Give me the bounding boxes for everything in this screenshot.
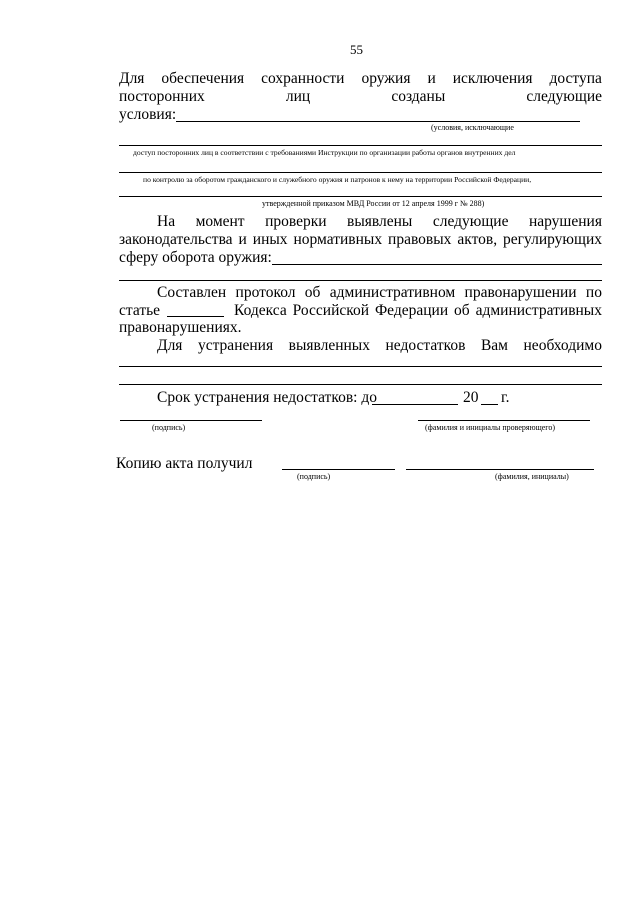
word: Федерации [374, 302, 449, 319]
word: созданы [391, 88, 446, 105]
fill-line [119, 172, 602, 173]
word: об [454, 302, 470, 319]
caption-conditions: (условия, исключающие [431, 123, 514, 132]
fill-line [119, 366, 602, 367]
word: необходимо [523, 337, 602, 354]
word: и [427, 70, 436, 87]
word: актов, [457, 231, 498, 248]
word: правонарушении [464, 284, 577, 301]
word: доступа [549, 70, 602, 87]
violations-fill-line [272, 264, 602, 265]
word: Для [119, 70, 145, 87]
word: лиц [285, 88, 311, 105]
inspector-name-line [418, 420, 590, 421]
weapons-sphere-label: сферу оборота оружия: [119, 249, 272, 266]
word: следующие [526, 88, 602, 105]
year-line [481, 404, 498, 405]
word: нарушения [528, 213, 602, 230]
receiver-signature-line [282, 469, 395, 470]
word: Российской [292, 302, 370, 319]
word: иных [252, 231, 288, 248]
word: правовых [388, 231, 452, 248]
conditions-fill-line [176, 121, 580, 122]
word: следующие [432, 213, 509, 230]
fill-line [119, 145, 602, 146]
word: сохранности [261, 70, 345, 87]
word: и [238, 231, 247, 248]
word: нормативных [293, 231, 383, 248]
word: по [585, 284, 602, 301]
word: административном [329, 284, 456, 301]
fill-line [119, 196, 602, 197]
receiver-name-caption: (фамилия, инициалы) [495, 472, 569, 481]
signature-line [120, 420, 262, 421]
word: протокол [235, 284, 296, 301]
para3-row2 [234, 302, 602, 320]
caption-control: по контролю за оборотом гражданского и служебного оружия и патронов к нему на территории Российской Федерации, [143, 175, 532, 184]
word: обеспечения [161, 70, 245, 87]
word: посторонних [119, 88, 205, 105]
fill-line [119, 384, 602, 385]
year-suffix: г. [501, 389, 510, 406]
word: устранения [197, 337, 274, 354]
deadline-date-line [372, 404, 458, 405]
article-label: статье [119, 302, 161, 319]
page-number: 55 [350, 42, 363, 57]
caption-access: доступ посторонних лиц в соответствии с требованиями Инструкции по организации работы органов внутренних дел [133, 148, 516, 157]
word: недостатков [385, 337, 466, 354]
word: выявленных [288, 337, 370, 354]
word: Для [157, 337, 183, 354]
year-prefix: 20 [463, 389, 479, 406]
word: Составлен [157, 284, 227, 301]
para4-row1 [157, 337, 602, 355]
word: оружия [361, 70, 411, 87]
conditions-label: условия: [119, 106, 177, 123]
word: проверки [265, 213, 327, 230]
word: Кодекса [234, 302, 287, 319]
inspector-caption: (фамилия и инициалы проверяющего) [425, 423, 556, 432]
receiver-name-line [406, 469, 594, 470]
word: законодательства [119, 231, 233, 248]
para3-row1 [157, 284, 602, 302]
article-fill-line [167, 316, 224, 317]
caption-order: утвержденной приказом МВД России от 12 апреля 1999 г № 288) [262, 199, 485, 208]
word: момент [195, 213, 245, 230]
para1-row2 [119, 88, 602, 106]
word: исключения [452, 70, 533, 87]
receiver-signature-caption: (подпись) [297, 472, 331, 481]
para2-row2 [119, 231, 602, 249]
fill-line [119, 280, 602, 281]
word: На [157, 213, 176, 230]
word: Вам [480, 337, 508, 354]
para2-row1 [157, 213, 602, 231]
offenses-word: правонарушениях. [119, 319, 242, 336]
word: об [304, 284, 321, 301]
word: выявлены [347, 213, 413, 230]
para1-row1 [119, 70, 602, 88]
word: регулирующих [503, 231, 602, 248]
signature-caption: (подпись) [152, 423, 186, 432]
word: административных [475, 302, 602, 319]
copy-received-label: Копию акта получил [116, 455, 253, 472]
deadline-label: Срок устранения недостатков: до [157, 389, 377, 406]
